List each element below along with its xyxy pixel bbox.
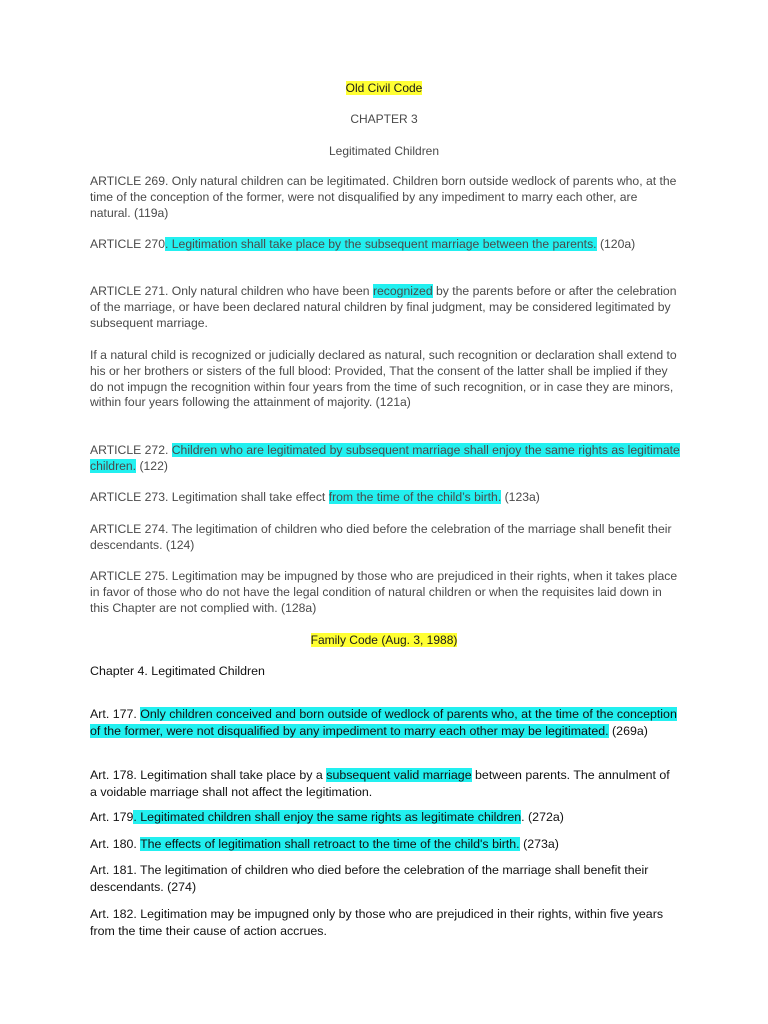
article-180: Art. 180. The effects of legitimation shall retroact to the time of the child's birth. (273a) — [90, 837, 559, 851]
article-272: ARTICLE 272. Children who are legitimated by subsequent marriage shall enjoy the same rights as legitimate children. (122) — [90, 443, 680, 473]
old-civil-code-heading: Old Civil Code — [345, 81, 423, 95]
article-270: ARTICLE 270. Legitimation shall take place by the subsequent marriage between the parents. (120a) — [90, 237, 636, 251]
article-271: ARTICLE 271. Only natural children who have been recognized by the parents before or after the celebration of the marriage, or have been declared natural children by final judgment, may be considered legitimated by subsequent marriage. — [90, 284, 677, 330]
family-chapter-heading: Chapter 4. Legitimated Children — [90, 664, 265, 678]
article-178: Art. 178. Legitimation shall take place by a subsequent valid marriage between parents. The annulment of a voidable marriage shall not affect the legitimation. — [90, 768, 670, 799]
article-273: ARTICLE 273. Legitimation shall take effect from the time of the child’s birth. (123a) — [90, 490, 540, 504]
old-chapter-title: Legitimated Children — [328, 144, 440, 158]
article-275: ARTICLE 275. Legitimation may be impugned by those who are prejudiced in their rights, when it takes place in favor of those who do not have the legal condition of natural children or when the requisites laid down in this Chapter are not complied with. (128a) — [90, 569, 678, 615]
article-182: Art. 182. Legitimation may be impugned only by those who are prejudiced in their rights, within five years from the time their cause of action accrues. — [90, 907, 664, 938]
family-code-heading: Family Code (Aug. 3, 1988) — [310, 633, 458, 647]
article-271-paragraph-2: If a natural child is recognized or judicially declared as natural, such recognition or declaration shall extend to his or her brothers or sisters of the full blood: Provided, That the consent of the latter shall be implied if they do not impugn the recognition within four years from the time of such recognition, or in case they are minors, within four years following the attainment of majority. (121a) — [90, 348, 677, 410]
article-274: ARTICLE 274. The legitimation of children who died before the celebration of the marriage shall benefit their descendants. (124) — [90, 522, 672, 552]
article-177: Art. 177. Only children conceived and born outside of wedlock of parents who, at the time of the conception of the former, were not disqualified by any impediment to marry each other may be legitimated. (269a) — [90, 707, 677, 738]
old-chapter-heading: CHAPTER 3 — [350, 112, 418, 126]
article-181: Art. 181. The legitimation of children who died before the celebration of the marriage shall benefit their descendants. (274) — [90, 863, 649, 894]
article-179: Art. 179. Legitimated children shall enjoy the same rights as legitimate children. (272a) — [90, 810, 564, 824]
article-269: ARTICLE 269. Only natural children can be legitimated. Children born outside wedlock of parents who, at the time of the conception of the former, were not disqualified by any impediment to marry each other, are natural. (119a) — [90, 174, 677, 220]
